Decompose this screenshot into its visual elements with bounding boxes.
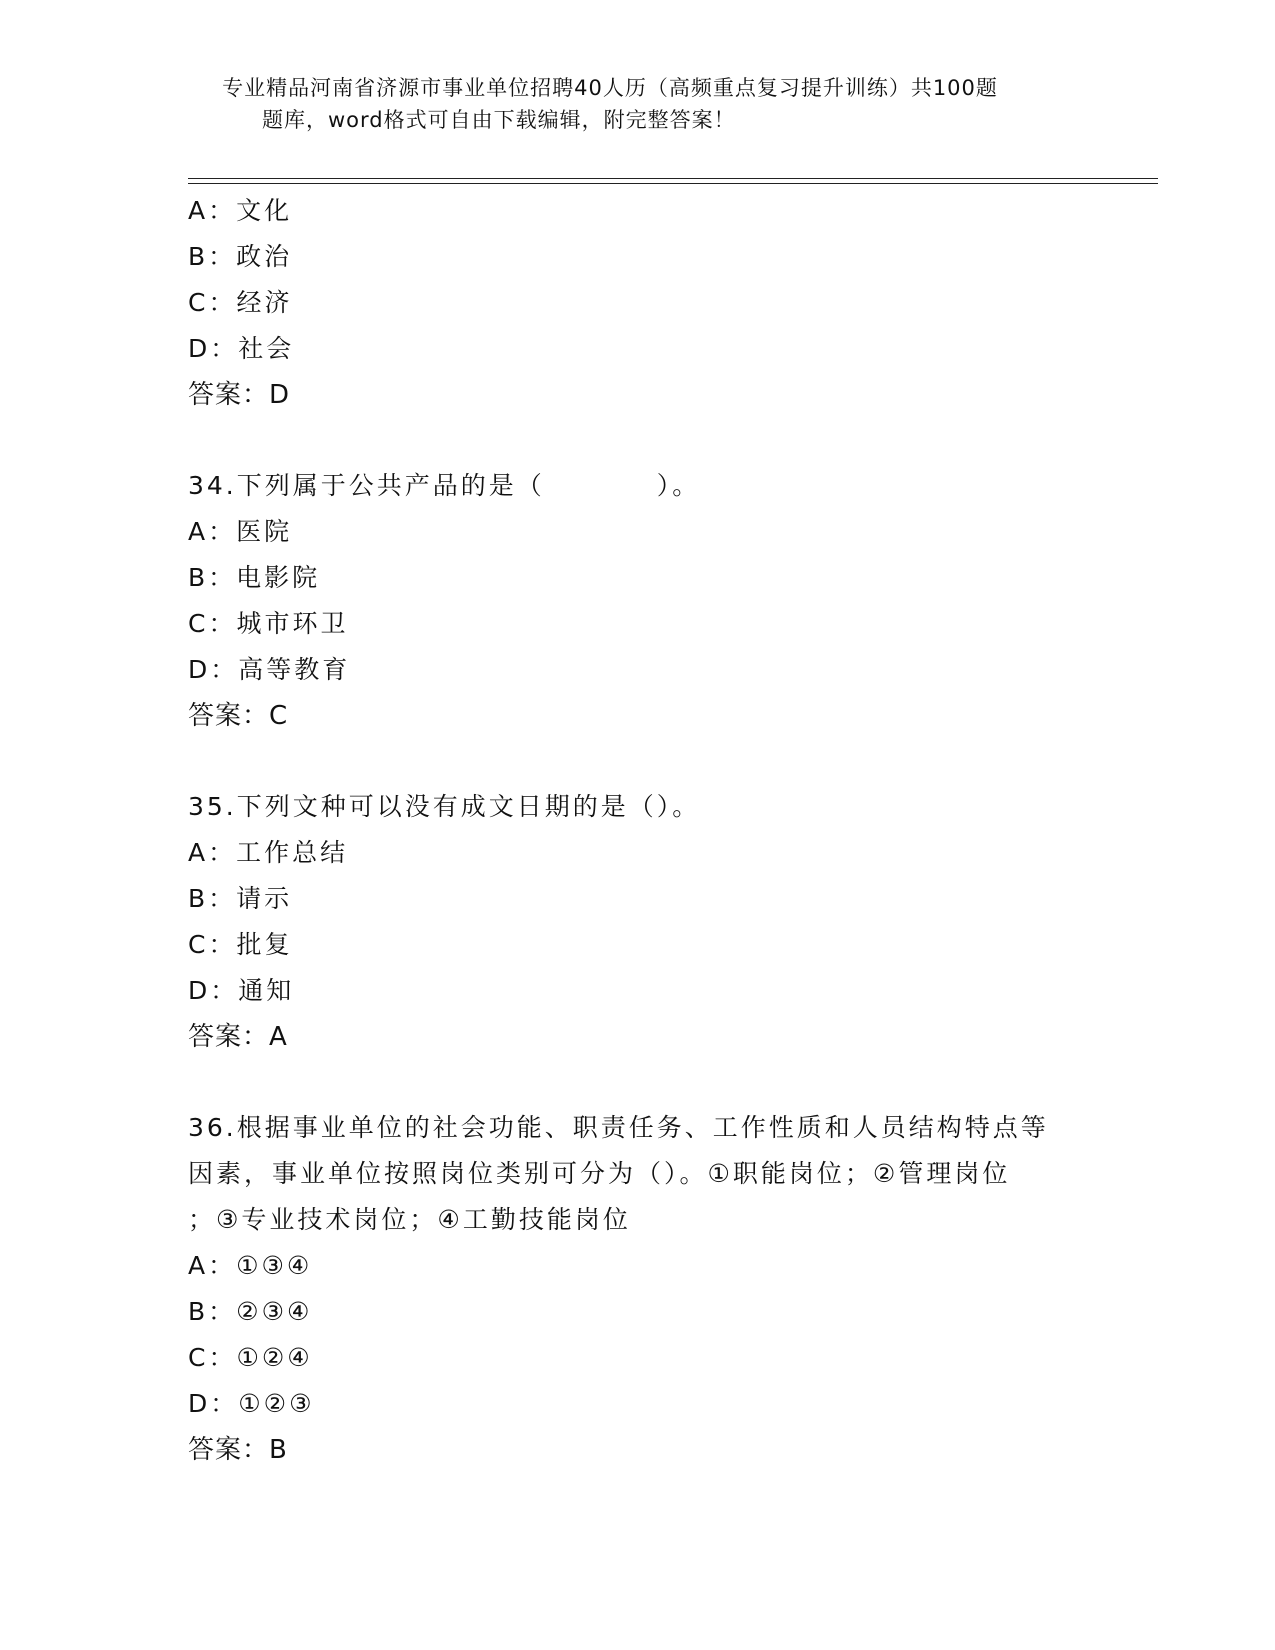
answer-label: 答案：A (188, 1022, 288, 1052)
question-text: 34.下列属于公共产品的是（ ）。 (188, 471, 701, 500)
option-d: D：高等教育 (188, 655, 351, 684)
question-block-34 (188, 463, 1088, 739)
option-c: C：经济 (188, 288, 293, 317)
option-a: A：①③④ (188, 1251, 313, 1280)
option-c: C：批复 (188, 930, 293, 959)
document-header (150, 72, 1070, 136)
option-b: B：政治 (188, 242, 293, 271)
option-c: C：①②④ (188, 1343, 313, 1372)
question-list (188, 188, 1088, 1473)
answer-label: 答案：D (188, 380, 291, 410)
header-rule-bottom (188, 183, 1158, 184)
option-a: A：工作总结 (188, 838, 349, 867)
option-b: B：请示 (188, 884, 293, 913)
question-block-prev (188, 188, 1088, 418)
question-block-35 (188, 784, 1088, 1060)
option-b: B：②③④ (188, 1297, 313, 1326)
question-text-line-3: ；③专业技术岗位；④工勤技能岗位 (188, 1205, 631, 1234)
option-b: B：电影院 (188, 563, 321, 592)
question-text-line-2: 因素，事业单位按照岗位类别可分为（）。①职能岗位；②管理岗位 (188, 1159, 1011, 1188)
question-block-36 (188, 1105, 1088, 1473)
header-title-line2: 题库，word格式可自由下载编辑，附完整答案！ (262, 108, 736, 132)
option-d: D：通知 (188, 976, 295, 1005)
answer-label: 答案：C (188, 701, 289, 731)
header-rule-top (188, 178, 1158, 179)
option-c: C：城市环卫 (188, 609, 349, 638)
option-d: D：①②③ (188, 1389, 315, 1418)
answer-label: 答案：B (188, 1435, 288, 1465)
header-title-line1: 专业精品河南省济源市事业单位招聘40人历（高频重点复习提升训练）共100题 (222, 76, 998, 100)
option-a: A：医院 (188, 517, 293, 546)
option-a: A：文化 (188, 196, 293, 225)
question-text-line-1: 36.根据事业单位的社会功能、职责任务、工作性质和人员结构特点等 (188, 1113, 1049, 1142)
option-d: D：社会 (188, 334, 295, 363)
question-text: 35.下列文种可以没有成文日期的是（）。 (188, 792, 701, 821)
